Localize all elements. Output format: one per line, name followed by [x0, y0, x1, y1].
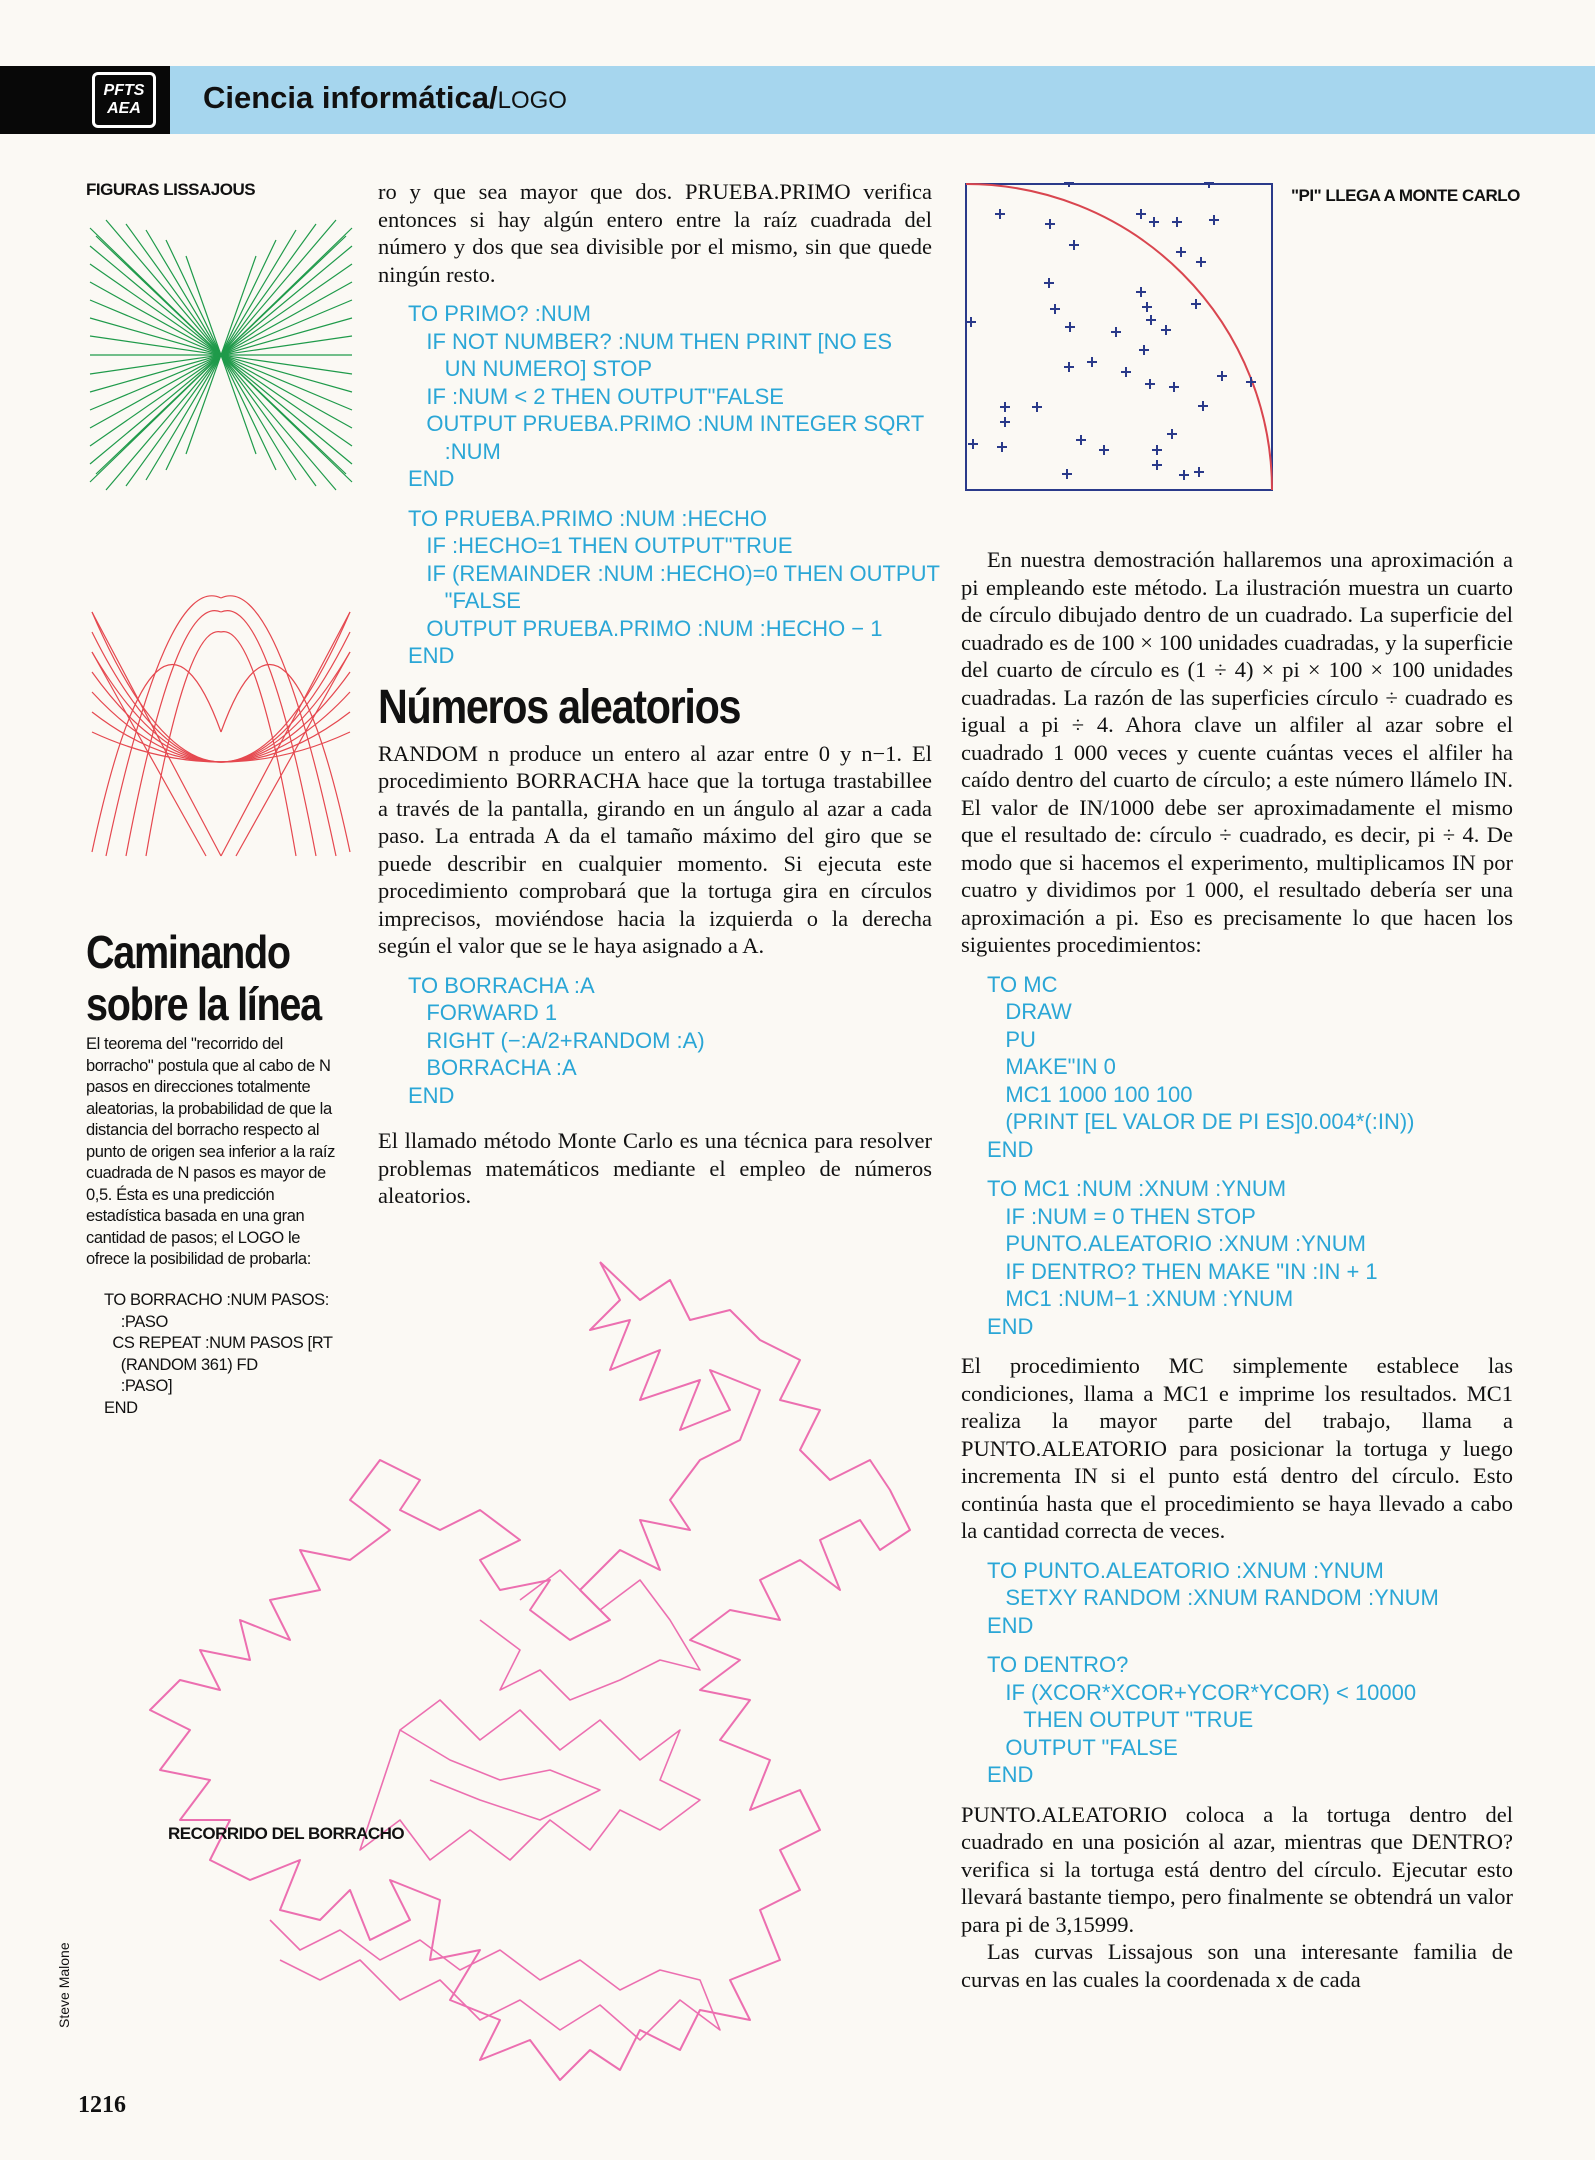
page-title — [203, 80, 567, 116]
right-para-4: Las curvas Lissajous son una interesante familia de curvas en las cuales la coordenada x de cada — [961, 1939, 1513, 1992]
red-lissajous-figure — [86, 592, 356, 862]
code-primo: TO PRIMO? :NUM IF NOT NUMBER? :NUM THEN PRINT [NO ES UN NUMERO] STOP IF :NUM < 2 THEN OUTPUT"FALSE OUTPUT PRUEBA.PRIMO :NUM INTEGER SQRT :NUM END — [408, 301, 925, 491]
middle-para-2: RANDOM n produce un entero al azar entre 0 y n−1. El procedimiento BORRACHA hace que la tortuga trastabillee a través de la pantalla, girando en un ángulo al azar a cada paso. La entrada A da el tamaño máximo del giro que se puede describir en cualquier momento. Si ejecuta este procedimiento comprobará que la tortuga gira en círculos imprecisos, moviéndose hacia la izquierda o la derecha según el valor que se le haya asignado a A. — [378, 740, 932, 958]
code-mc: TO MC DRAW PU MAKE"IN 0 MC1 1000 100 100 (PRINT [EL VALOR DE PI ES]0.004*(:IN)) END — [987, 971, 1415, 1162]
code-borracha: TO BORRACHA :A FORWARD 1 RIGHT (−:A/2+RANDOM :A) BORRACHA :A END — [408, 972, 705, 1108]
page-number: 1216 — [78, 2092, 126, 2118]
monte-carlo-square — [966, 184, 1272, 490]
monte-carlo-figure — [964, 182, 1276, 492]
right-para-3: PUNTO.ALEATORIO coloca a la tortuga dentro del cuadrado en una posición al azar, mientras que DENTRO? verifica si la tortuga está dentro del círculo. Ejecutar esto llevará bastante tiempo, pero finalmente se obtendrá un valor para pi de 3,15999. — [961, 1801, 1513, 1937]
code-mc1: TO MC1 :NUM :XNUM :YNUM IF :NUM = 0 THEN STOP PUNTO.ALEATORIO :XNUM :YNUM IF DENTRO? THEN MAKE "IN :IN + 1 MC1 :NUM−1 :XNUM :YNUM END — [987, 1176, 1378, 1339]
quarter-circle-arc — [966, 184, 1272, 490]
sidebar-body: El teorema del "recorrido del borracho" postula que al cabo de N pasos en direcciones totalmente aleatorias, la probabilidad de que la distancia del borracho respecto al punto de origen sea inferior a la raíz cuadrada de N pasos es mayor de 0,5. Ésta es una predicción estadística basada en una gran cantidad de pasos; el LOGO le ofrece la posibilidad de probarla: — [86, 1035, 335, 1268]
middle-para-3: El llamado método Monte Carlo es una técnica para resolver problemas matemáticos mediante el empleo de números aleatorios. — [378, 1128, 932, 1208]
code-prueba-primo: TO PRUEBA.PRIMO :NUM :HECHO IF :HECHO=1 THEN OUTPUT"TRUE IF (REMAINDER :NUM :HECHO)=0 THEN OUTPUT "FALSE OUTPUT PRUEBA.PRIMO :NUM :HECHO − 1 END — [408, 505, 940, 668]
right-para-1: En nuestra demostración hallaremos una aproximación a pi empleando este método. La ilustración muestra un cuarto de círculo dibujado dentro de un cuadrado. La superficie del cuadrado es de 100 × 100 unidades cuadradas, y la superficie del cuarto de círculo es (1 ÷ 4) × pi × 100 × 100 unidades cuadradas. La razón de las superficies círculo ÷ cuadrado es igual a pi ÷ 4. Ahora clave un alfiler al azar sobre el cuadrado 1 000 veces y cuente cuántas veces el alfiler ha caído dentro del cuarto de círculo; a este número llámelo IN. El valor de IN/1000 debe ser aproximadamente el mismo que el resultado de: círculo ÷ cuadrado, es decir, pi ÷ 4. De modo que si hacemos el experimento, multiplicamos IN por cuatro y dividimos por 1 000, el resultado debería ser una aproximación a pi. Eso es precisamente lo que hacen los siguientes procedimientos: — [961, 547, 1513, 957]
pi-caption: "PI" LLEGA A MONTE CARLO — [1291, 186, 1520, 205]
section-heading-random: Números aleatorios — [378, 680, 741, 734]
drunk-caption: RECORRIDO DEL BORRACHO — [168, 1824, 405, 1843]
lissajous-caption: FIGURAS LISSAJOUS — [86, 180, 256, 199]
photo-credit: Steve Malone — [56, 1942, 72, 2028]
middle-para-1: ro y que sea mayor que dos. PRUEBA.PRIMO verifica entonces si hay algún entero entre la raíz cuadrada del número y dos que sea divisible por el mismo, sin que quede ningún resto. — [378, 179, 932, 287]
middle-column — [378, 178, 940, 1210]
title-main: Ciencia informática/ — [203, 80, 498, 115]
sidebar-code: TO BORRACHO :NUM PASOS: :PASO CS REPEAT :NUM PASOS [RT (RANDOM 361) FD :PASO] END — [104, 1291, 333, 1417]
sidebar-heading-line-2: sobre la línea — [86, 978, 321, 1030]
sidebar-heading-line-1: Caminando — [86, 926, 290, 978]
green-lissajous-figure — [86, 216, 356, 494]
logo-icon — [92, 72, 156, 128]
random-points — [966, 182, 1256, 480]
right-column — [961, 546, 1513, 1993]
code-punto-aleatorio: TO PUNTO.ALEATORIO :XNUM :YNUM SETXY RANDOM :XNUM RANDOM :YNUM END — [987, 1557, 1439, 1638]
sidebar-heading — [86, 926, 327, 1030]
drunk-walk-figure — [100, 1260, 930, 2090]
logo-line-1: PFTS — [103, 82, 145, 99]
right-para-2: El procedimiento MC simplemente establece las condiciones, llama a MC1 e imprime los resultados. MC1 realiza la mayor parte del trabajo, llama a PUNTO.ALEATORIO para posicionar la tortuga y luego incrementa IN si el punto está dentro del círculo. Esto continúa hasta que el procedimiento se haya llevado a cabo la cantidad correcta de veces. — [961, 1353, 1513, 1543]
logo-line-2: AEA — [107, 100, 141, 117]
title-sub: LOGO — [497, 87, 567, 114]
code-dentro: TO DENTRO? IF (XCOR*XCOR+YCOR*YCOR) < 10000 THEN OUTPUT "TRUE OUTPUT "FALSE END — [987, 1652, 1417, 1787]
